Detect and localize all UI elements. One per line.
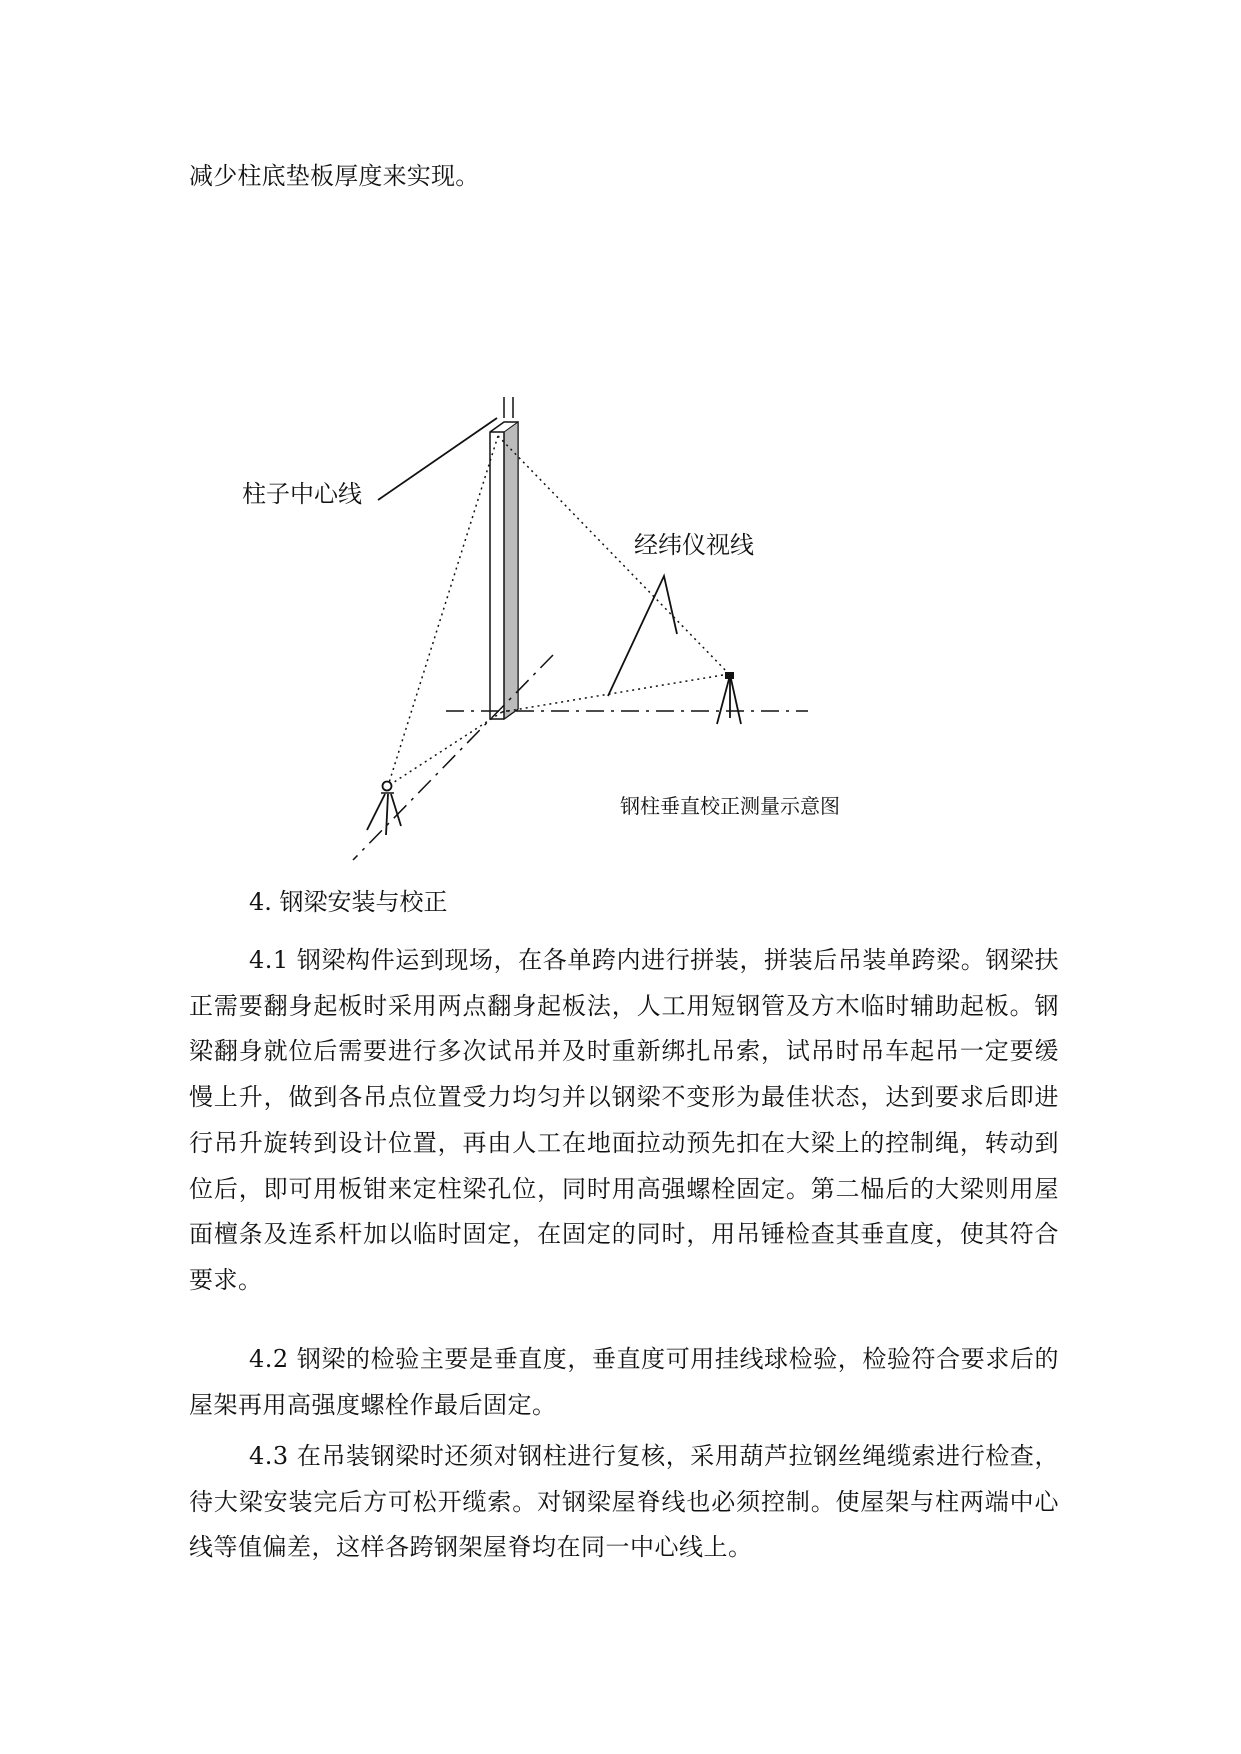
centerline-leader-line [378, 418, 497, 500]
label-column-centerline: 柱子中心线 [242, 480, 362, 508]
sight-line-left-top [388, 436, 498, 786]
paragraph-4-3: 4.3 在吊装钢梁时还须对钢柱进行复核，采用葫芦拉钢丝绳缆索进行检查，待大梁安装完后方可松开缆索。对钢梁屋脊线也必须控制。使屋架与柱两端中心线等值偏差，这样各跨钢架屋脊均在同一中心线上。 [189, 1442, 1059, 1562]
diagonal-axis-line [353, 655, 553, 860]
section-heading: 4. 钢梁安装与校正 [249, 888, 448, 916]
sight-line-leader [608, 576, 677, 696]
paragraph-4-2: 4.2 钢梁的检验主要是垂直度，垂直度可用挂线球检验，检验符合要求后的屋架再用高强度螺栓作最后固定。 [189, 1345, 1059, 1419]
figure-caption: 钢柱垂直校正测量示意图 [620, 794, 840, 818]
steel-column-shaded-face [504, 422, 518, 719]
lead-line: 减少柱底垫板厚度来实现。 [189, 162, 480, 190]
theodolite-right [717, 672, 741, 724]
theodolite-left [367, 782, 401, 836]
label-theodolite-sight-line: 经纬仪视线 [634, 531, 754, 559]
paragraph-4-1: 4.1 钢梁构件运到现场，在各单跨内进行拼装，拼装后吊装单跨梁。钢梁扶正需要翻身起板时采用两点翻身起板法，人工用短钢管及方木临时辅助起板。钢梁翻身就位后需要进行多次试吊并及时重新绑扎吊索，试吊时吊车起吊一定要缓慢上升，做到各吊点位置受力均匀并以钢梁不变形为最佳状态，达到要求后即进行吊升旋转到设计位置，再由人工在地面拉动预先扣在大梁上的控制绳，转动到位后，即可用板钳来定柱梁孔位，同时用高强螺栓固定。第二榀后的大梁则用屋面檀条及连系杆加以临时固定，在固定的同时，用吊锤检查其垂直度，使其符合要求。 [189, 946, 1059, 1294]
sight-line-left-bottom [388, 712, 502, 786]
